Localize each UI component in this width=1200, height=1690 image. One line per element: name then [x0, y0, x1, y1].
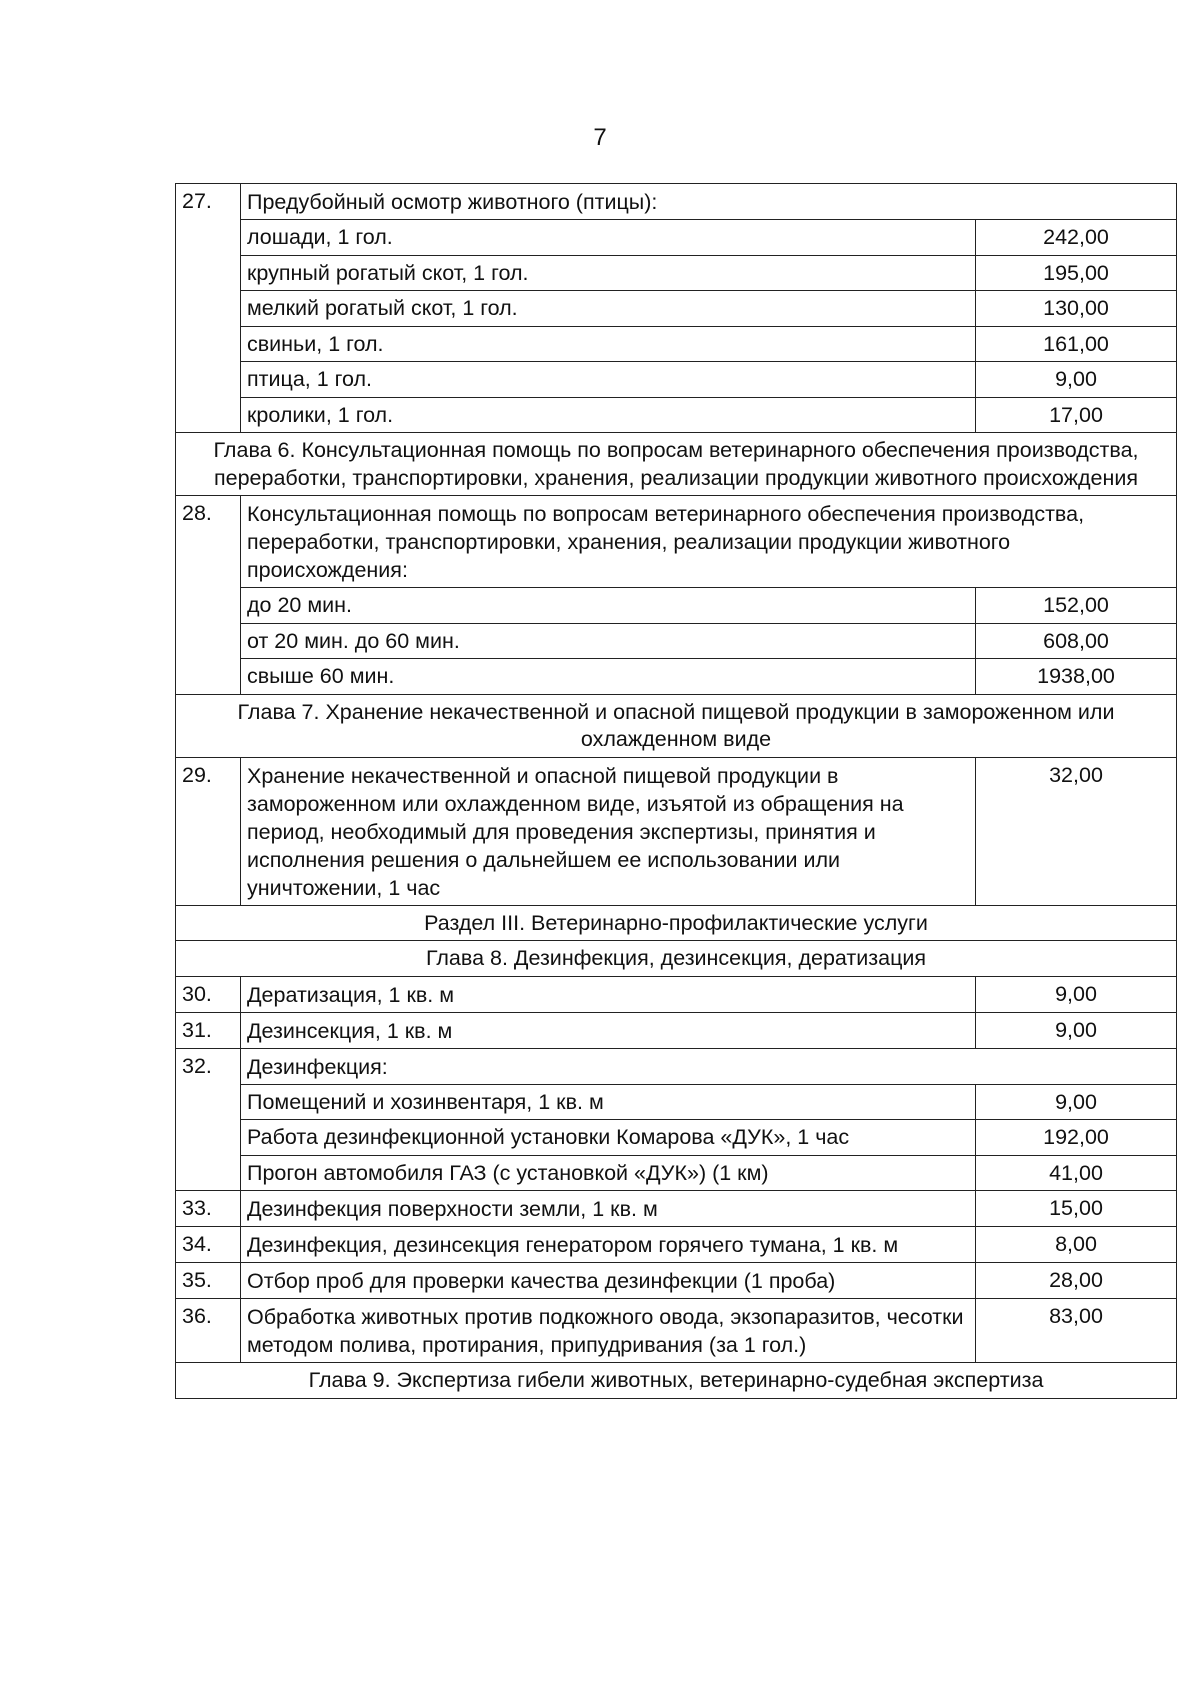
service-price: 192,00 — [976, 1120, 1177, 1156]
table-row — [176, 1227, 1177, 1263]
service-name: Работа дезинфекционной установки Комарова «ДУК», 1 час — [241, 1120, 976, 1156]
item-number: 33. — [176, 1191, 241, 1227]
table-row — [176, 1012, 1177, 1048]
item-number: 36. — [176, 1299, 241, 1363]
table-row — [176, 1263, 1177, 1299]
service-price: 17,00 — [976, 397, 1177, 433]
chapter-heading-row — [176, 433, 1177, 496]
service-name: Прогон автомобиля ГАЗ (с установкой «ДУК») (1 км) — [241, 1155, 976, 1191]
chapter-heading-row — [176, 941, 1177, 977]
service-price: 9,00 — [976, 976, 1177, 1012]
service-price: 28,00 — [976, 1263, 1177, 1299]
chapter-heading-row — [176, 1363, 1177, 1399]
service-name: свыше 60 мин. — [241, 659, 976, 695]
service-name: кролики, 1 гол. — [241, 397, 976, 433]
service-price: 242,00 — [976, 220, 1177, 256]
service-price: 32,00 — [976, 757, 1177, 905]
table-row — [176, 976, 1177, 1012]
group-title: Консультационная помощь по вопросам ветеринарного обеспечения производства, переработки, транспортировки, хранения, реализации продукции животного происхождения: — [241, 496, 1177, 588]
table-row — [176, 659, 1177, 695]
service-name: Обработка животных против подкожного овода, экзопаразитов, чесотки методом полива, протирания, припудривания (за 1 гол.) — [241, 1299, 976, 1363]
table-row — [176, 1191, 1177, 1227]
item-number: 29. — [176, 757, 241, 905]
service-price: 152,00 — [976, 588, 1177, 624]
chapter-heading: Глава 6. Консультационная помощь по вопросам ветеринарного обеспечения производства, переработки, транспортировки, хранения, реализации продукции животного происхождения — [176, 433, 1177, 496]
group-title-row — [176, 184, 1177, 220]
chapter-heading: Глава 7. Хранение некачественной и опасной пищевой продукции в замороженном или охлажденном виде — [176, 694, 1177, 757]
service-name: Отбор проб для проверки качества дезинфекции (1 проба) — [241, 1263, 976, 1299]
service-name: Хранение некачественной и опасной пищевой продукции в замороженном или охлажденном виде, изъятой из обращения на период, необходимый для проведения экспертизы, принятия и исполнения решения о дальнейшем ее использовании или уничтожении, 1 час — [241, 757, 976, 905]
service-price: 83,00 — [976, 1299, 1177, 1363]
group-title-row — [176, 496, 1177, 588]
service-name: свиньи, 1 гол. — [241, 326, 976, 362]
service-name: Помещений и хозинвентаря, 1 кв. м — [241, 1084, 976, 1120]
table-row — [176, 220, 1177, 256]
service-price: 1938,00 — [976, 659, 1177, 695]
service-price: 161,00 — [976, 326, 1177, 362]
table-row — [176, 588, 1177, 624]
item-number: 30. — [176, 976, 241, 1012]
table-row — [176, 1084, 1177, 1120]
table-row — [176, 623, 1177, 659]
table-row — [176, 255, 1177, 291]
table-row — [176, 362, 1177, 398]
service-price: 8,00 — [976, 1227, 1177, 1263]
chapter-heading-row — [176, 905, 1177, 941]
table-row — [176, 1299, 1177, 1363]
price-table — [175, 183, 1177, 1399]
item-number: 35. — [176, 1263, 241, 1299]
price-table-body — [176, 184, 1177, 1399]
item-number: 34. — [176, 1227, 241, 1263]
service-name: Дезинфекция, дезинсекция генератором горячего тумана, 1 кв. м — [241, 1227, 976, 1263]
table-row — [176, 291, 1177, 327]
service-price: 9,00 — [976, 1012, 1177, 1048]
service-price: 195,00 — [976, 255, 1177, 291]
item-number: 27. — [176, 184, 241, 433]
table-row — [176, 757, 1177, 905]
service-name: от 20 мин. до 60 мин. — [241, 623, 976, 659]
service-price: 15,00 — [976, 1191, 1177, 1227]
service-name: крупный рогатый скот, 1 гол. — [241, 255, 976, 291]
group-title: Предубойный осмотр животного (птицы): — [241, 184, 1177, 220]
table-row — [176, 1120, 1177, 1156]
group-title-row — [176, 1048, 1177, 1084]
item-number: 28. — [176, 496, 241, 695]
service-name: птица, 1 гол. — [241, 362, 976, 398]
service-name: Дератизация, 1 кв. м — [241, 976, 976, 1012]
chapter-heading: Раздел III. Ветеринарно-профилактические услуги — [176, 905, 1177, 941]
service-price: 608,00 — [976, 623, 1177, 659]
table-row — [176, 326, 1177, 362]
group-title: Дезинфекция: — [241, 1048, 1177, 1084]
service-price: 9,00 — [976, 362, 1177, 398]
page-number: 7 — [593, 124, 607, 151]
item-number: 32. — [176, 1048, 241, 1191]
item-number: 31. — [176, 1012, 241, 1048]
chapter-heading: Глава 9. Экспертиза гибели животных, ветеринарно-судебная экспертиза — [176, 1363, 1177, 1399]
service-price: 130,00 — [976, 291, 1177, 327]
service-price: 9,00 — [976, 1084, 1177, 1120]
service-price: 41,00 — [976, 1155, 1177, 1191]
table-row — [176, 397, 1177, 433]
service-name: до 20 мин. — [241, 588, 976, 624]
table-row — [176, 1155, 1177, 1191]
service-name: Дезинфекция поверхности земли, 1 кв. м — [241, 1191, 976, 1227]
service-name: Дезинсекция, 1 кв. м — [241, 1012, 976, 1048]
chapter-heading-row — [176, 694, 1177, 757]
service-name: мелкий рогатый скот, 1 гол. — [241, 291, 976, 327]
service-name: лошади, 1 гол. — [241, 220, 976, 256]
chapter-heading: Глава 8. Дезинфекция, дезинсекция, дератизация — [176, 941, 1177, 977]
